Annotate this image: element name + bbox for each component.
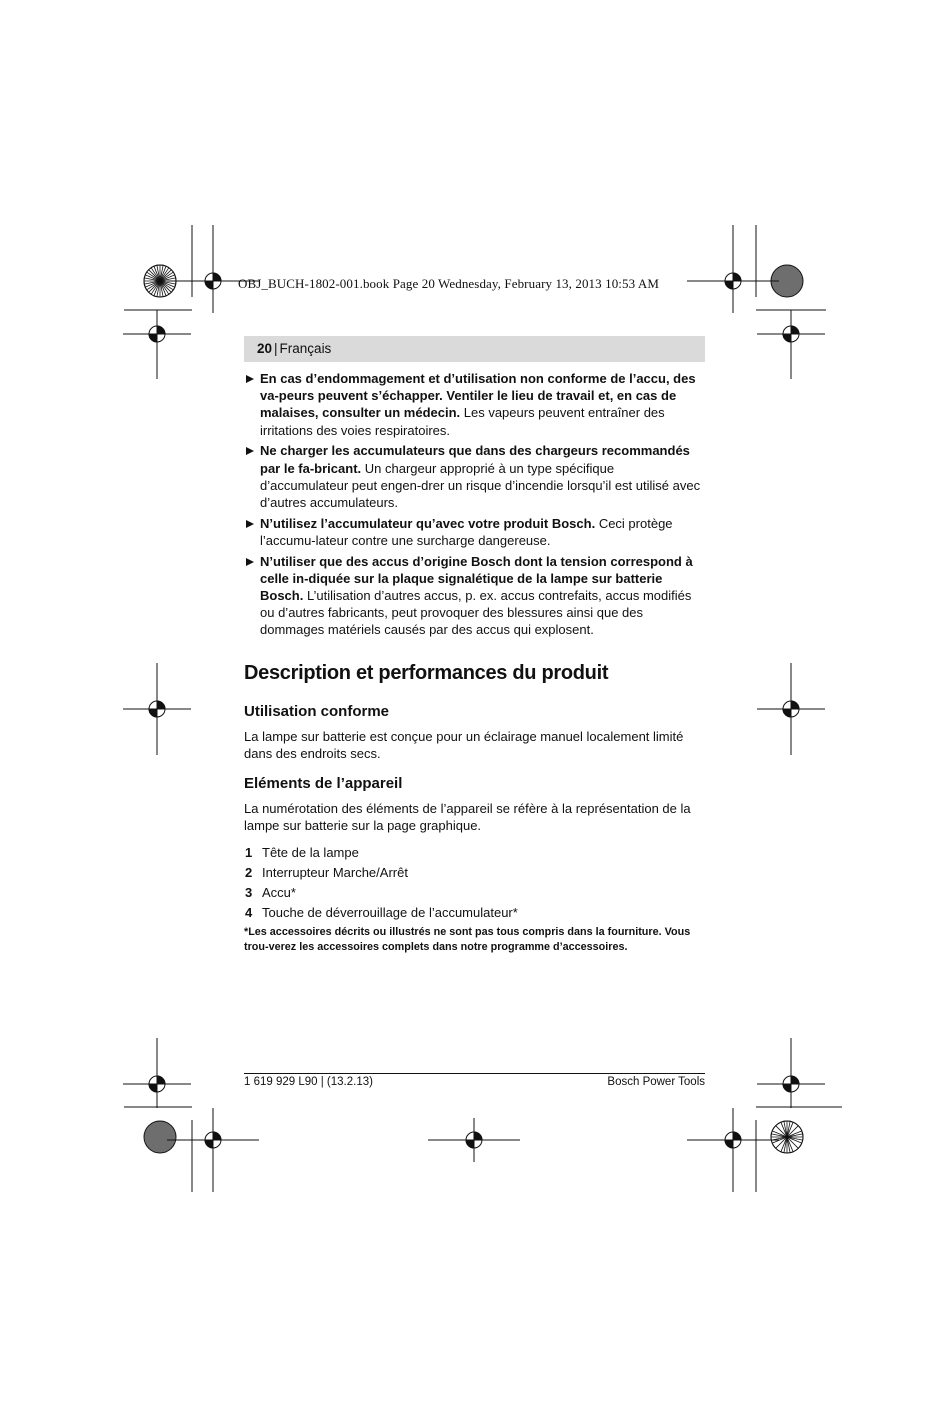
safety-bullet [244, 515, 705, 549]
page-number: 20 [257, 341, 273, 356]
triangle-bullet-icon [246, 447, 254, 455]
main-content [244, 370, 705, 955]
usage-heading: Utilisation conforme [244, 702, 390, 720]
bullet-bold: Ne charger les accumulateurs que dans des chargeurs recommandés par le fa-bricant. [260, 443, 690, 476]
footer-reference: 1 619 929 L90 | (13.2.13) [244, 1076, 373, 1088]
list-item [244, 883, 705, 903]
usage-text: La lampe sur batterie est conçue pour un éclairage manuel localement limité dans des endroits secs. [244, 728, 684, 761]
item-number: 4 [245, 905, 253, 921]
page-header [244, 336, 705, 362]
elements-heading: Eléments de l’appareil [244, 774, 403, 792]
list-item [244, 863, 705, 883]
footer-divider [244, 1073, 705, 1074]
item-number: 2 [245, 865, 253, 881]
elements-list [244, 843, 705, 923]
item-label: Tête de la lampe [262, 845, 359, 861]
safety-bullet [244, 442, 705, 511]
item-label: Interrupteur Marche/Arrêt [262, 865, 408, 881]
footer-brand: Bosch Power Tools [607, 1076, 705, 1088]
triangle-bullet-icon [246, 375, 254, 383]
print-job-info: OBJ_BUCH-1802-001.book Page 20 Wednesday, February 13, 2013 10:53 AM [238, 276, 660, 291]
item-label: Accu* [262, 885, 296, 901]
bullet-text: L’utilisation d’autres accus, p. ex. accus contrefaits, accus modifiés ou d’autres fabricants, peut provoquer des blessures ainsi que des dommages matériels causés par des accus qui explosent. [260, 587, 692, 638]
header-language: Français [279, 341, 332, 356]
item-number: 1 [245, 845, 253, 861]
bullet-text: Les vapeurs peuvent entraîner des irritations des voies respiratoires. [260, 405, 665, 438]
triangle-bullet-icon [246, 520, 254, 528]
safety-bullet [244, 553, 705, 639]
safety-bullet [244, 370, 705, 439]
triangle-bullet-icon [246, 558, 254, 566]
list-item [244, 843, 705, 863]
bullet-text: Ceci protège l’accumu-lateur contre une surcharge dangereuse. [260, 515, 673, 548]
bullet-bold: N’utiliser que des accus d’origine Bosch dont la tension correspond à celle in-diquée sur la plaque signalétique de la lampe sur batterie Bosch. [260, 553, 693, 603]
header-separator: | [274, 341, 278, 356]
item-number: 3 [245, 885, 253, 901]
bullet-bold: En cas d’endommagement et d’utilisation non conforme de l’accu, des va-peurs peuvent s’échapper. Ventiler le lieu de travail et, en cas de malaises, consulter un médecin. [260, 371, 696, 421]
section-title: Description et performances du produit [244, 661, 609, 684]
bullet-bold: N’utilisez l’accumulateur qu’avec votre produit Bosch. [260, 515, 596, 531]
elements-intro: La numérotation des éléments de l’appareil se réfère à la représentation de la lampe sur batterie sur la page graphique. [244, 800, 691, 834]
bullet-text: Un chargeur approprié à un type spécifique d’accumulateur peut engen-drer un risque d’incendie lorsqu’il est utilisé avec d’autres accumulateurs. [260, 460, 701, 510]
accessories-footnote: *Les accessoires décrits ou illustrés ne sont pas tous compris dans la fourniture. Vous trou-verez les accessoires complets dans notre programme d’accessoires. [244, 926, 691, 954]
item-label: Touche de déverrouillage de l’accumulateur* [262, 905, 518, 921]
list-item [244, 903, 705, 923]
